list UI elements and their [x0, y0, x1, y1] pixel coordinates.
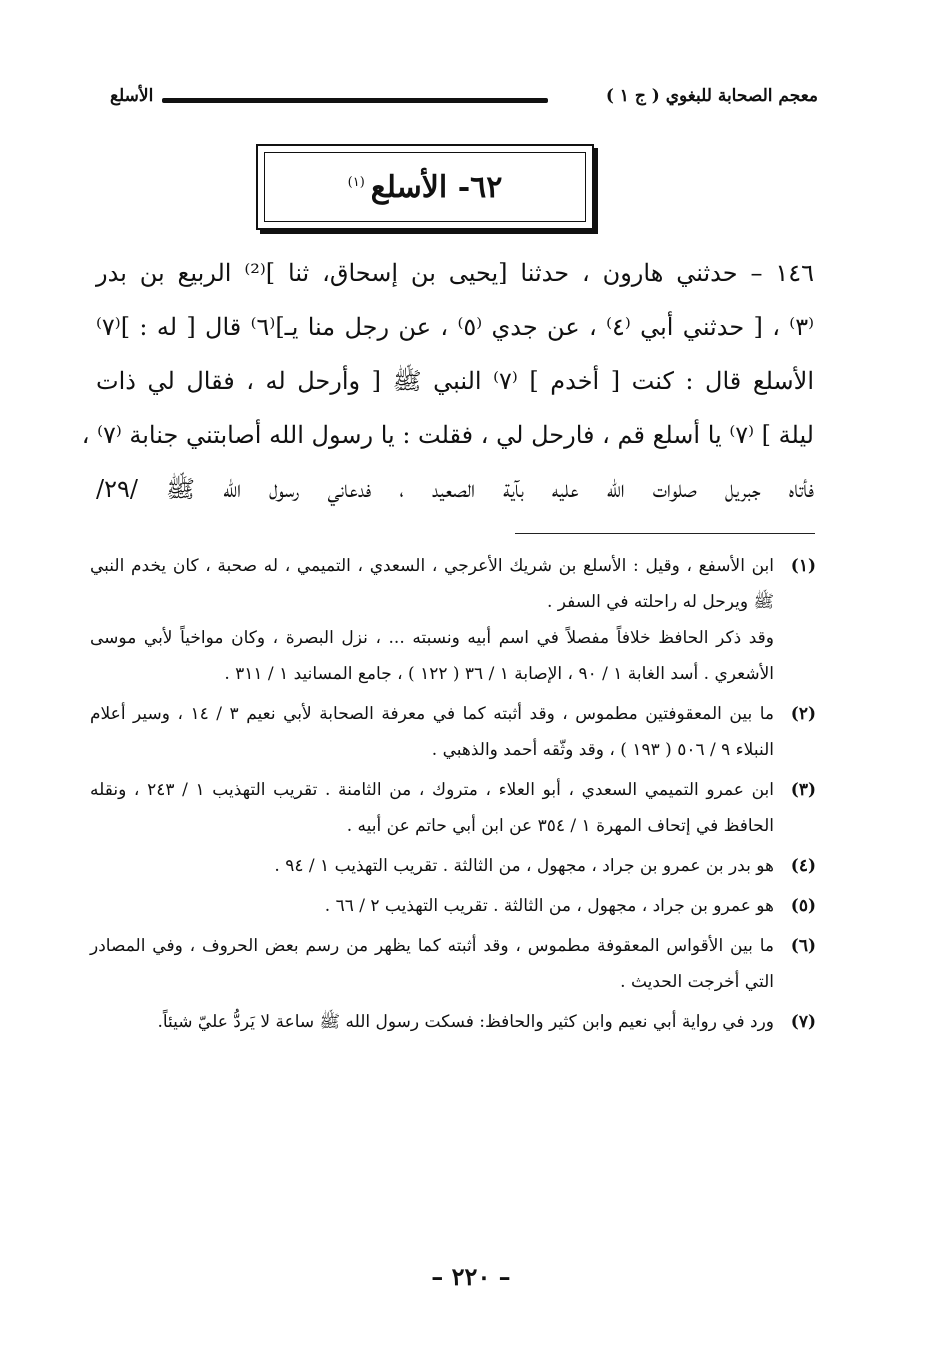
entry-title-note: (١) [347, 174, 365, 190]
footnotes [90, 548, 816, 1044]
footnote-number: (٢) [790, 704, 816, 724]
footnote-line: ورد في رواية أبي نعيم وابن كثير والحافظ: فسكت رسول الله ﷺ ساعة لا يَردُّ عليّ شيئاً. [157, 1012, 774, 1032]
section-name: الأسلع [110, 86, 154, 106]
footnote-separator [515, 533, 815, 534]
page-number: – ٢٢٠ – [431, 1262, 511, 1291]
entry-title-box [256, 144, 594, 230]
footnote-line: هو بدر بن عمرو بن جراد ، مجهول ، من الثالثة . تقريب التهذيب ١ / ٩٤ . [274, 856, 774, 876]
footnote-line: ما بين الأقواس المعقوفة مطموس ، وقد أثبته كما يظهر من رسم بعض الحروف ، وفي المصادر التي أخرجت الحديث . [90, 936, 774, 992]
footnote [90, 548, 816, 692]
footnote-number: (٤) [790, 856, 816, 876]
footnote-text [90, 696, 774, 768]
footnote-line: ابن عمرو التميمي السعدي ، أبو العلاء ، متروك ، من الثامنة . تقريب التهذيب ١ / ٢٤٣ ، ونقله الحافظ في إتحاف المهرة ١ / ٣٥٤ عن ابن أبي حاتم عن أبيه . [90, 780, 774, 836]
footnote-text [90, 1004, 774, 1040]
footnote-line: ما بين المعقوفتين مطموس ، وقد أثبته كما في معرفة الصحابة لأبي نعيم ٣ / ١٤ ، وسير أعلام النبلاء ٩ / ٥٠٦ ( ١٩٣ ) ، وقد وثّقه أحمد والذهبي . [90, 704, 774, 760]
main-text-line: ليلة ] ⁽٧⁾ يا أسلع قم ، فارحل لي ، فقلت : يا رسول الله أصابتني جنابة ⁽٧⁾ ، [81, 421, 814, 449]
entry-title-text: ٦٢- الأسلع [370, 169, 503, 205]
main-text-line: فأتاه جبريل صلوات الله عليه بآية الصعيد ، فدعاني رسول الله ﷺ /٢٩/ [96, 475, 814, 503]
footnote [90, 848, 816, 884]
book-title: معجم الصحابة للبغوي ( ج ١ ) [605, 86, 818, 106]
entry-title [348, 170, 503, 205]
main-text-line: ⁽٣⁾ ، [ حدثني أبي ⁽٤⁾ ، عن جدي ⁽٥⁾ ، عن رجل منا يـ]⁽٦⁾ قال [ له : ]⁽٧⁾ [96, 313, 815, 341]
footnote-text [90, 888, 774, 924]
footnote-text [90, 548, 774, 692]
footnote-number: (٧) [790, 1012, 816, 1032]
footnote-number: (٥) [790, 896, 816, 916]
footnote [90, 772, 816, 844]
footnote-text [90, 772, 774, 844]
footnote-line: هو عمرو بن جراد ، مجهول ، من الثالثة . تقريب التهذيب ٢ / ٦٦ . [324, 896, 774, 916]
footnote [90, 1004, 816, 1040]
footnote-text [90, 848, 774, 884]
footnote-number: (٦) [790, 936, 816, 956]
header-rule [162, 98, 548, 103]
footnote-line: وقد ذكر الحافظ خلافاً مفصلاً في اسم أبيه ونسبته ... ، نزل البصرة ، وكان مواخياً لأبي موسى الأشعري . أسد الغابة ١ / ٩٠ ، الإصابة ١ / ٣٦ ( ١٢٢ ) ، جامع المسانيد ١ / ٣١١ . [90, 628, 774, 684]
footnote [90, 696, 816, 768]
running-header [110, 86, 818, 116]
footnote-number: (١) [790, 556, 816, 576]
footnote-number: (٣) [790, 780, 816, 800]
footnote [90, 928, 816, 1000]
footnote-text [90, 928, 774, 1000]
main-text [81, 246, 815, 516]
main-text-line: الأسلع قال : كنت [ أخدم ] ⁽٧⁾ النبي ﷺ [ وأرحل له ، فقال لي ذات [96, 367, 815, 395]
footnote-line: ابن الأسفع ، وقيل : الأسلع بن شريك الأعرجي ، السعدي ، التميمي ، له صحبة ، كان يخدم النبي ﷺ ويرحل له راحلته في السفر . [90, 556, 774, 612]
main-text-line: ١٤٦ – حدثني هارون ، حدثنا [يحيى بن إسحاق، ثنا ]⁽²⁾ الربيع بن بدر [96, 259, 814, 287]
footnote [90, 888, 816, 924]
